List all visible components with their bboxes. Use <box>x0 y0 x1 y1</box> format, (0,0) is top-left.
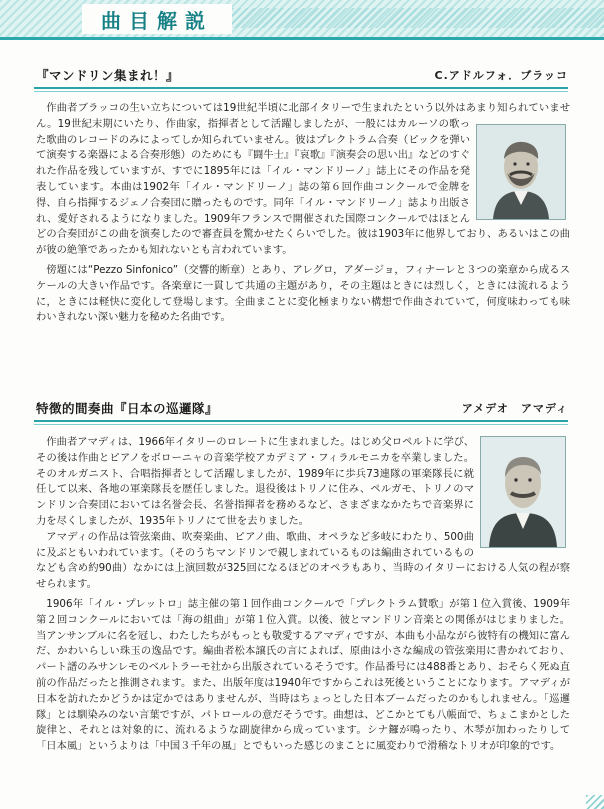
photo-float-space <box>474 435 570 551</box>
section2-paragraph: 1906年「イル・プレットロ」誌主催の第１回作曲コンクールで「プレクトラム賛歌」が第１位入賞後、1909年第２回コンクールにおいては「海の組曲」が第１位入賞。以後、彼とマンドリン音楽との関係がはじまりました。当アンサンブルに名を冠し、わたしたちがもっとも敬愛するアマディですが、本曲も小品ながら彼特有の機知に富んだ、かわいらしい珠玉の逸品です。編曲者松本譲氏の言によれば、原曲は小さな編成の管弦楽用に書かれており、パート譜のみサンレモのベルトラーモ社から出版されているそうです。作品番号には488番とあり、おそらく死ぬ直前の作品だったと推測されます。また、出版年度は1940年ですからこれは死後ということになります。アマディが日本を訪れたかどうかは定かではありませんが、当時はちょっとした日本ブームだったのかもしれません。「巡邏隊」とは馴染みのない言葉ですが、パトロールの意だそうです。曲想は、どこかとても八帳面で、ちょこまかとした旋律と、それとは対象的に、流れるような副旋律から成っています。シナ鑼が鳴ったり、木琴が加わったりして「日本風」というよりは「中国３千年の風」とでもいった感じのまことに風変わりで滑稽なトリオが印象的です。 <box>36 597 570 753</box>
page-title: 曲目解説 <box>101 8 213 33</box>
section2-rule <box>34 420 568 422</box>
corner-decoration <box>586 795 604 809</box>
photo-float-space <box>470 119 570 221</box>
section1-body <box>36 101 570 326</box>
section2-paragraph: アマディの作品は管弦楽曲、吹奏楽曲、ピアノ曲、歌曲、オペラなど多岐にわたり、500曲に及ぶともいわれています。（そのうちマンドリンで親しまれているものは編曲されているものなども含め約90曲）なかには上演回数が325回になるほどのオペラもあり、当時のイタリーにおける人気の程が察せられます。 <box>36 530 570 591</box>
section1-paragraph: 作曲者ブラッコの生い立ちについては19世紀半頃に北部イタリーで生まれたという以外はあまり知られていません。19世紀末期にいたり、作曲家，指揮者として活躍しましたが、一般にはカルーソの歌った歌曲のレコードのみによってしか知られていません。彼はプレクトラム合奏（ピックを弾いて演奏する楽器による合奏形態）のためにも『闘牛士』『哀歌』『演奏会の思い出』などのすぐれた作品を残していますが、すでに1895年には「イル・マンドリーノ」誌上にその作品を発表しています。本曲は1902年「イル・マンドリーノ」誌の第６回作曲コンクールで金牌を得、自ら指揮するジェノ合奏団に贈ったものです。同年「イル・マンドリーノ」誌より出版され、愛好されるようになりました。1909年フランスで開催された国際コンクールではほとんどの合奏団がこの曲を演奏したので審査員を驚かせたくらいでした。彼は1903年に他界しており、あるいはこの曲が彼の絶筆であったかも知れないとも言われています。 <box>36 102 570 257</box>
section1-paragraph: 傍題には“Pezzo Sinfonico”（交響的断章）とあり、アレグロ，アダージョ，フィナーレと３つの楽章から成るスケールの大きい作品です。各楽章に一貫して共通の主題があり，その主題はときには烈しく，ときには流れるように，ときには軽快に変化して登場します。全曲まことに変化極まりない構想で作曲されていて，何度味わっても味わいきれない深い魅力を秘めた名曲です。 <box>36 263 570 324</box>
section2-paragraph: 作曲者アマディは、1966年イタリーのロレートに生まれました。はじめ父ロペルトに学び、その後は作曲とピアノをボローニャの音楽学校アカデミア・フィラルモニカを卒業しました。そのオルガニスト、合唱指揮者として活躍しましたが、1989年に歩兵73連隊の軍楽隊長に就任して以来、各地の軍楽隊長を歴任しました。退役後はトリノに住み、ペルガモ、トリノのマンドリン合奏団においては名誉会長、名誉指揮者を務めるなど、さまざまなかたちで音楽界に力を尽くしましたが、1935年トリノにて世を去りました。 <box>36 436 474 527</box>
section2-composer: アメデオ アマディ <box>461 402 568 415</box>
header-title-box <box>82 4 232 34</box>
section1-composer: C.アドルフォ．ブラッコ <box>434 69 568 82</box>
section2-title: 特徴的間奏曲『日本の巡邏隊』 <box>36 401 219 416</box>
section1-title: 『マンドリン集まれ！』 <box>36 68 180 83</box>
section2-body <box>36 435 570 755</box>
section1-rule <box>34 87 568 89</box>
header-hatch-pattern <box>232 8 604 28</box>
